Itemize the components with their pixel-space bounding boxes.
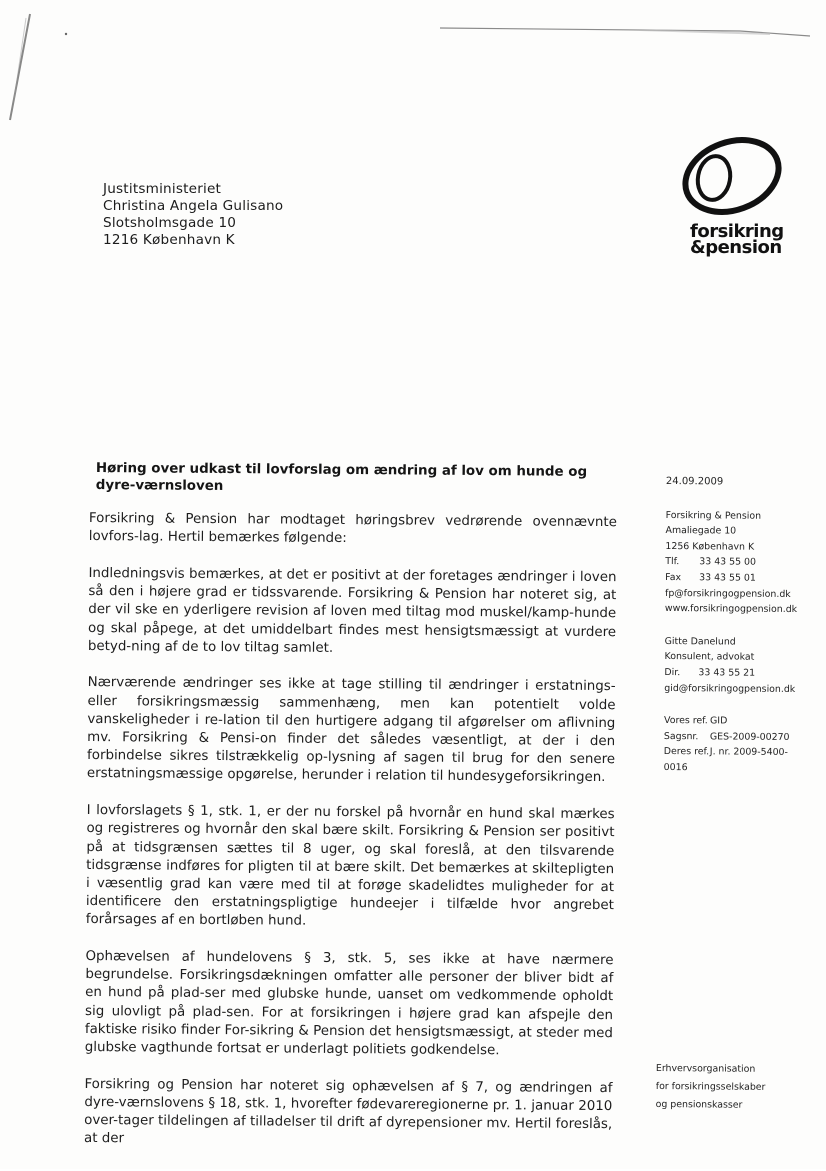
our-ref-label: Vores ref. [664,715,708,727]
logo-text-line: &pension [690,237,782,258]
fax-label: Fax [665,571,682,584]
letter-subject: Høring over udkast til lovforslag om ændring af lov om hunde og dyre-værnsloven [95,460,588,495]
our-reference [664,713,814,730]
dir-label: Dir. [664,666,681,679]
body-paragraph: Forsikring og Pension har noteret sig ophævelsen af § 7, og ændringen af dyre-værnslovens § 18, stk. 1, hvorefter fødevareregionerne pr. 1. januar 2010 over-tager tildelingen af tilladelser til drift af dyrepensioner mv. Hertil foreslås, at der [84,1076,613,1147]
letter-date: 24.09.2009 [665,475,724,488]
letter-body [84,510,617,1171]
fax-value: 33 43 55 01 [699,572,756,584]
sender-address-block [665,508,816,618]
case-label: Sagsnr. [663,730,699,742]
sender-info-column [663,474,815,794]
recipient-line: 1216 København K [103,232,235,248]
logo-wordmark [690,221,784,258]
sender-phone [665,554,815,571]
sender-email: fp@forsikringogpension.dk [665,587,791,600]
contact-title: Konsulent, advokat [664,651,755,664]
recipient-line: Christina Angela Gulisano [103,198,284,214]
contact-email: gid@forsikringogpension.dk [664,682,796,695]
org-description-line: og pensionskasser [655,1098,743,1111]
contact-name: Gitte Danelund [664,635,736,648]
phone-value: 33 43 55 00 [699,556,757,569]
our-ref-value: GID [710,715,728,727]
case-value: GES-2009-00270 [709,731,790,743]
sender-city: 1256 København K [665,540,755,553]
contact-block [664,634,814,698]
org-description-line: for forsikringsselskaber [655,1080,766,1093]
contact-direct-phone [664,665,814,682]
their-ref-label: Deres ref. [663,746,710,758]
org-description-line: Erhvervsorganisation [655,1062,756,1075]
logo-swirl-icon [674,134,784,224]
organisation-description [656,1060,766,1115]
recipient-line: Justitsministeriet [103,181,222,197]
sender-website: www.forsikringogpension.dk [664,603,798,616]
body-paragraph: Nærværende ændringer ses ikke at tage stilling til ændringer i erstatnings- eller forsikringsmæssig sammenhæng, men kan potentielt volde vanskeligheder i re-lation til den hurtigere adgang til afgørelser om aflivning mv. Forsikring & Pensi-on finder det således væsentligt, at der i den forbindelse sikres tilstrækkelig op-lysning af sagen til brug for den senere erstatningsmæssige opgørelse, herunder i relation til hundesygeforsikringen. [86,675,616,786]
phone-label: Tlf. [665,556,680,568]
sender-street: Amaliegade 10 [665,525,737,537]
body-paragraph: Ophævelsen af hundelovens § 3, stk. 5, ses ikke at have nærmere begrundelse. Forsikringsdækningen omfatter alle personer der bliver bidt af en hund på plad-ser med glubske hunde, uanset om vedkommende opholdt sig ulovligt på plad-sen. For at forsikringen i højere grad kan afspejle den faktiske risiko finder For-sikring & Pension det hensigtsmæssigt, at steder med glubske vagthunde fortsat er underlagt politiets godkendelse. [84,949,614,1059]
their-reference-cont: 0016 [663,761,688,774]
scan-artifact-mark [0,0,80,130]
case-number [664,729,814,746]
logo-text-line: forsikring [690,221,784,242]
their-ref-value: J. nr. 2009-5400- [709,746,788,759]
reference-block [664,713,814,777]
sender-fax [665,570,815,587]
dir-value: 33 43 55 21 [698,667,756,679]
body-paragraph: Forsikring & Pension har modtaget høringsbrev vedrørende ovennævnte lovfors-lag. Hertil bemærkes følgende: [88,510,617,547]
recipient-address [103,181,283,249]
their-reference [664,744,814,761]
scan-artifact-line [440,22,810,38]
body-paragraph: Indledningsvis bemærkes, at det er positivt at der foretages ændringer i loven så den i højere grad er tidssvarende. Forsikring & Pension har noteret sig, at der vil ske en yderligere revision af loven med tiltag mod muskel/kamp-hunde og skal påpege, at det umiddelbart findes mest hensigtsmæssigt at vurdere betyd-ning af de to lov tiltag samlet. [87,565,617,656]
recipient-line: Slotsholmsgade 10 [103,215,237,231]
company-logo [668,134,788,264]
body-paragraph: I lovforslagets § 1, stk. 1, er der nu forskel på hvornår en hund skal mærkes og registreres og hvornår den skal bære skilt. Forsikring & Pension ser positivt på at tidsgrænsen sættes til 8 uger, og skal foreslå, at den tilsvarende tidsgrænse indføres for pligten til at bære skilt. Det bemærkes at skiltepligten i væsentlig grad kan være med til at forøge skadelidtes muligheder for at identificere den erstatningspligtige hundeejer i tilfælde hvor angrebet forårsages af en bortløben hund. [85,803,615,930]
sender-org-name: Forsikring & Pension [665,509,762,522]
